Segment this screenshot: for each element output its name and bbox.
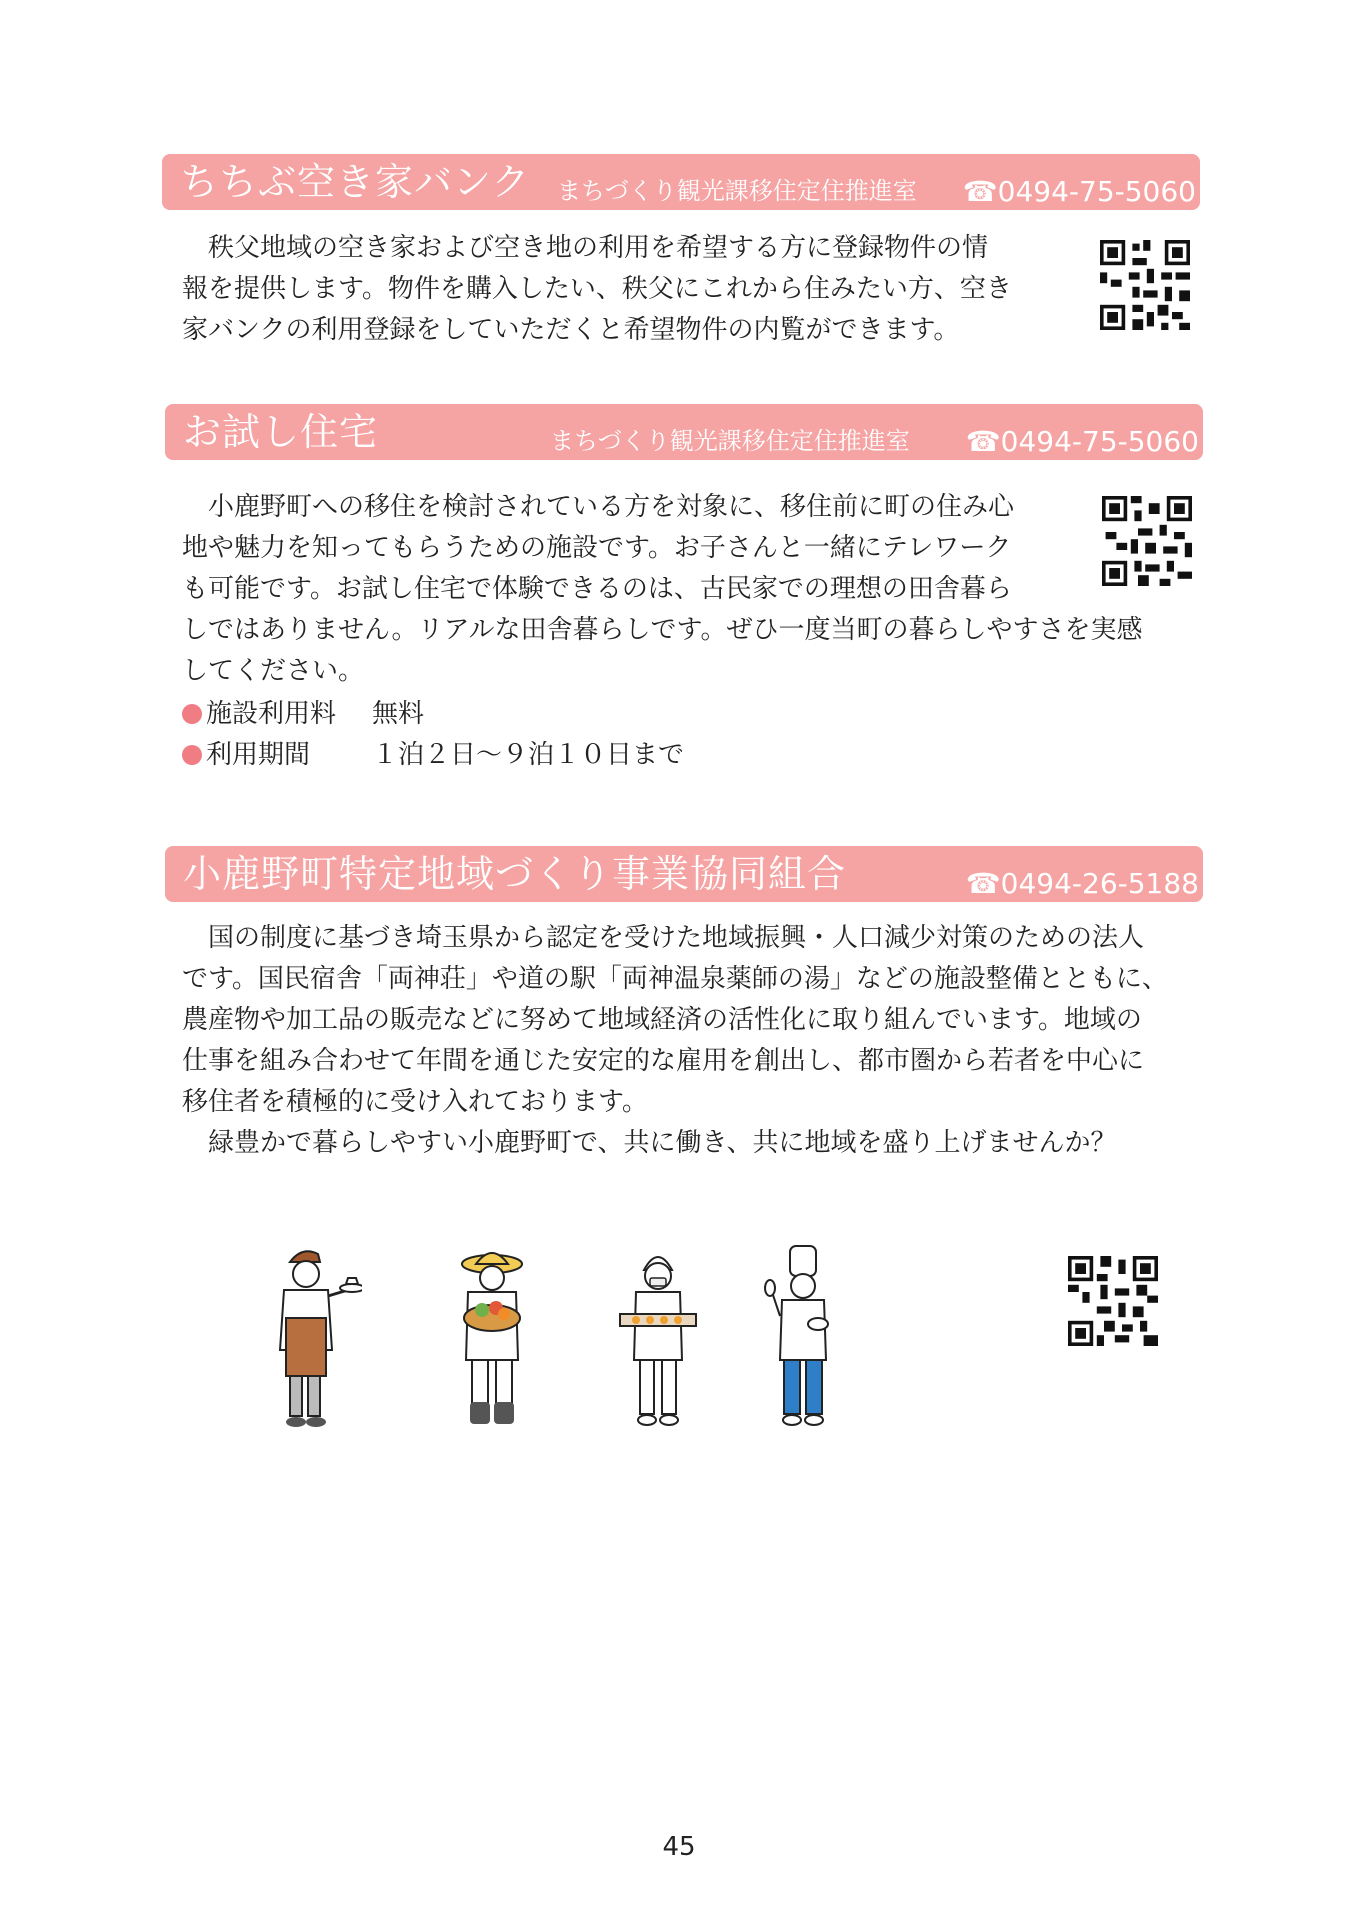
qr-code-icon[interactable] (1100, 240, 1190, 330)
food-factory-worker-illustration-icon (608, 1240, 708, 1440)
section-header-cooperative (165, 846, 1203, 902)
detail-label: 施設利用料 (206, 699, 337, 729)
qr-code-icon[interactable] (1102, 496, 1192, 586)
body-line: しではありません。リアルな田舎暮らしです。ぜひ一度当町の暮らしやすさを実感 (182, 615, 1143, 645)
detail-label: 利用期間 (206, 740, 311, 770)
section-dept: まちづくり観光課移住定住推進室 (557, 177, 917, 205)
body-line: 報を提供します。物件を購入したい、秩父にこれから住みたい方、空き (182, 274, 1012, 304)
body-line: 仕事を組み合わせて年間を通じた安定的な雇用を創出し、都市圏から若者を中心に (182, 1046, 1145, 1076)
section-header-trial-house (165, 404, 1203, 460)
body-line: 秩父地域の空き家および空き地の利用を希望する方に登録物件の情 (208, 233, 989, 263)
section-body-trial-house (182, 487, 1212, 692)
section-title: ちちぶ空き家バンク (180, 160, 531, 204)
qr-code-icon[interactable] (1068, 1256, 1158, 1346)
bullet-icon (182, 704, 202, 724)
section-dept: まちづくり観光課移住定住推進室 (550, 427, 910, 455)
page-number: 45 (662, 1832, 696, 1862)
pastry-chef-illustration-icon (752, 1240, 852, 1440)
body-line: 緑豊かで暮らしやすい小鹿野町で、共に働き、共に地域を盛り上げませんか？ (208, 1128, 1117, 1158)
bullet-icon (182, 745, 202, 765)
section-body-cooperative (182, 918, 1212, 1164)
detail-period (182, 735, 685, 776)
body-line: してください。 (182, 656, 365, 686)
section-title: お試し住宅 (183, 410, 379, 454)
body-line: も可能です。お試し住宅で体験できるのは、古民家での理想の田舎暮ら (182, 574, 1012, 604)
body-line: 地や魅力を知ってもらうための施設です。お子さんと一緒にテレワーク (182, 533, 1012, 563)
body-line: です。国民宿舎「両神荘」や道の駅「両神温泉薬師の湯」などの施設整備とともに、 (182, 964, 1168, 994)
body-line: 国の制度に基づき埼玉県から認定を受けた地域振興・人口減少対策のための法人 (208, 923, 1145, 953)
section-header-akiya-bank (162, 154, 1200, 210)
body-line: 移住者を積極的に受け入れております。 (182, 1087, 648, 1117)
detail-value: 無料 (372, 699, 425, 729)
section-title: 小鹿野町特定地域づくり事業協同組合 (183, 852, 847, 896)
body-line: 農産物や加工品の販売などに努めて地域経済の活性化に取り組んでいます。地域の (182, 1005, 1142, 1035)
section-phone[interactable]: ☎0494-26-5188 (965, 867, 1199, 900)
section-body-akiya-bank (182, 228, 1062, 351)
body-line: 小鹿野町への移住を検討されている方を対象に、移住前に町の住み心 (208, 492, 1015, 522)
section-phone[interactable]: ☎0494-75-5060 (965, 425, 1199, 458)
body-line: 家バンクの利用登録をしていただくと希望物件の内覧ができます。 (182, 315, 960, 345)
detail-fee (182, 694, 425, 735)
farmer-illustration-icon (442, 1240, 542, 1440)
section-phone[interactable]: ☎0494-75-5060 (962, 175, 1196, 208)
detail-value: １泊２日〜９泊１０日まで (372, 740, 685, 770)
waiter-illustration-icon (262, 1240, 362, 1440)
